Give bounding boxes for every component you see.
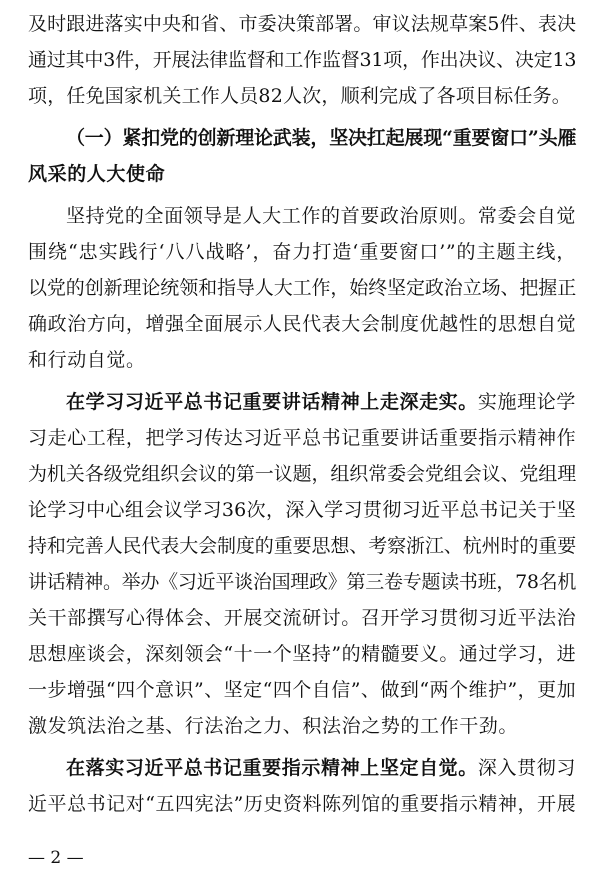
bold-lead-phrase: 在学习习近平总书记重要讲话精神上走深走实。 xyxy=(66,391,478,413)
text-run: 一步增强“四个意识”、坚定“四个自信”、做到“两个维护”，更加 xyxy=(28,679,576,701)
text-line xyxy=(28,42,576,78)
body-paragraph xyxy=(28,198,576,378)
text-run: 风采的人大使命 xyxy=(28,163,166,185)
text-line xyxy=(28,384,576,420)
page-number: — 2 — xyxy=(28,848,84,868)
body-paragraph xyxy=(28,384,576,744)
section-heading xyxy=(28,120,576,192)
text-run: （一）紧扣党的创新理论武装，坚决扛起展现“重要窗口”头雁 xyxy=(66,127,577,149)
text-line xyxy=(28,156,576,192)
body-paragraph xyxy=(28,6,576,114)
body-paragraph xyxy=(28,750,576,822)
text-line xyxy=(28,420,576,456)
text-line xyxy=(28,708,576,744)
text-run: 激发筑法治之基、行法治之力、积法治之势的工作干劲。 xyxy=(28,715,519,737)
text-run: 为机关各级党组织会议的第一议题，组织常委会党组会议、党组理 xyxy=(28,463,576,485)
text-line xyxy=(28,564,576,600)
text-line xyxy=(28,600,576,636)
text-run: 围绕“忠实践行‘八八战略’，奋力打造‘重要窗口’”的主题主线， xyxy=(28,241,576,263)
document-page xyxy=(28,6,576,828)
text-run: 论学习中心组会议学习36次，深入学习贯彻习近平总书记关于坚 xyxy=(28,499,576,521)
text-line xyxy=(28,198,576,234)
text-run: 实施理论学 xyxy=(477,391,576,413)
text-line xyxy=(28,78,576,114)
text-run: 和行动自觉。 xyxy=(28,349,146,371)
text-line xyxy=(28,492,576,528)
text-line xyxy=(28,306,576,342)
text-line xyxy=(28,636,576,672)
text-run: 及时跟进落实中央和省、市委决策部署。审议法规草案5件、表决 xyxy=(28,13,576,35)
text-run: 习走心工程，把学习传达习近平总书记重要讲话重要指示精神作 xyxy=(28,427,576,449)
text-line xyxy=(28,234,576,270)
text-run: 关干部撰写心得体会、开展交流研讨。召开学习贯彻习近平法治 xyxy=(28,607,576,629)
text-run: 近平总书记对“五四宪法”历史资料陈列馆的重要指示精神，开展 xyxy=(28,793,576,815)
text-line xyxy=(28,456,576,492)
text-line xyxy=(28,6,576,42)
text-line xyxy=(28,528,576,564)
text-run: 持和完善人民代表大会制度的重要思想、考察浙江、杭州时的重要 xyxy=(28,535,576,557)
text-run: 以党的创新理论统领和指导人大工作，始终坚定政治立场、把握正 xyxy=(28,277,576,299)
bold-lead-phrase: 在落实习近平总书记重要指示精神上坚定自觉。 xyxy=(66,757,478,779)
text-line xyxy=(28,786,576,822)
text-run: 思想座谈会，深刻领会“十一个坚持”的精髓要义。通过学习，进 xyxy=(28,643,576,665)
text-run: 讲话精神。举办《习近平谈治国理政》第三卷专题读书班，78名机 xyxy=(28,571,576,593)
text-line xyxy=(28,750,576,786)
text-run: 通过其中3件，开展法律监督和工作监督31项，作出决议、决定13 xyxy=(28,49,577,71)
text-run: 深入贯彻习 xyxy=(477,757,576,779)
text-line xyxy=(28,342,576,378)
text-run: 确政治方向，增强全面展示人民代表大会制度优越性的思想自觉 xyxy=(28,313,576,335)
text-line xyxy=(28,672,576,708)
text-run: 项，任免国家机关工作人员82人次，顺利完成了各项目标任务。 xyxy=(28,85,571,107)
text-run: 坚持党的全面领导是人大工作的首要政治原则。常委会自觉 xyxy=(66,205,576,227)
text-line xyxy=(28,270,576,306)
text-line xyxy=(28,120,576,156)
